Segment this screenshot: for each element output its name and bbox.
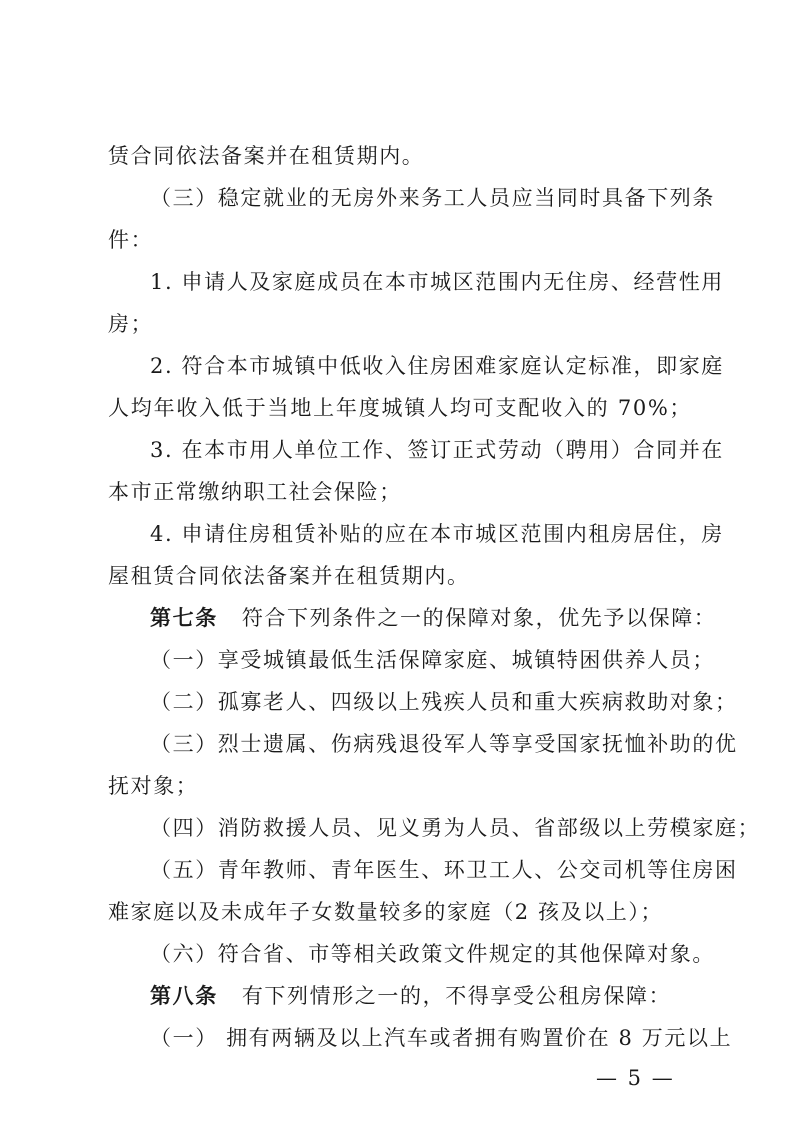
text-line: 3. 在本市用人单位工作、签订正式劳动（聘用）合同并在 bbox=[150, 438, 724, 462]
text-line: 本市正常缴纳职工社会保险； bbox=[108, 480, 402, 504]
text-line: （五）青年教师、青年医生、环卫工人、公交司机等住房困 bbox=[150, 858, 738, 882]
article-7-label: 第七条 bbox=[150, 605, 218, 630]
text-line: （四）消防救援人员、见义勇为人员、省部级以上劳模家庭； bbox=[150, 816, 761, 840]
text-line: 难家庭以及未成年子女数量较多的家庭（2 孩及以上）； bbox=[108, 900, 664, 924]
text-line: （一） 拥有两辆及以上汽车或者拥有购置价在 8 万元以上 bbox=[150, 1026, 733, 1050]
article-7-text: 符合下列条件之一的保障对象，优先予以保障： bbox=[241, 606, 717, 630]
text-line: （六）符合省、市等相关政策文件规定的其他保障对象。 bbox=[150, 942, 715, 966]
text-line: （三）稳定就业的无房外来务工人员应当同时具备下列条 bbox=[150, 186, 715, 210]
text-line: 人均年收入低于当地上年度城镇人均可支配收入的 70%； bbox=[108, 396, 692, 420]
text-line: 1. 申请人及家庭成员在本市城区范围内无住房、经营性用 bbox=[150, 270, 724, 294]
article-7-heading bbox=[150, 604, 717, 632]
text-line: 件： bbox=[108, 228, 154, 252]
text-line: 房； bbox=[108, 312, 154, 336]
page-number: — 5 — bbox=[596, 1066, 675, 1090]
text-line: （二）孤寡老人、四级以上残疾人员和重大疾病救助对象； bbox=[150, 690, 738, 714]
article-8-text: 有下列情形之一的，不得享受公租房保障： bbox=[241, 984, 672, 1008]
article-8-heading bbox=[150, 982, 692, 1010]
text-line: （三）烈士遗属、伤病残退役军人等享受国家抚恤补助的优 bbox=[150, 732, 738, 756]
text-line: （一）享受城镇最低生活保障家庭、城镇特困供养人员； bbox=[150, 648, 715, 672]
text-line: 赁合同依法备案并在租赁期内。 bbox=[108, 144, 425, 168]
text-line: 屋租赁合同依法备案并在租赁期内。 bbox=[108, 564, 470, 588]
text-line: 抚对象； bbox=[108, 774, 199, 798]
text-line: 4. 申请住房租赁补贴的应在本市城区范围内租房居住，房 bbox=[150, 522, 724, 546]
article-8-label: 第八条 bbox=[150, 983, 218, 1008]
text-line: 2. 符合本市城镇中低收入住房困难家庭认定标准，即家庭 bbox=[150, 354, 724, 378]
